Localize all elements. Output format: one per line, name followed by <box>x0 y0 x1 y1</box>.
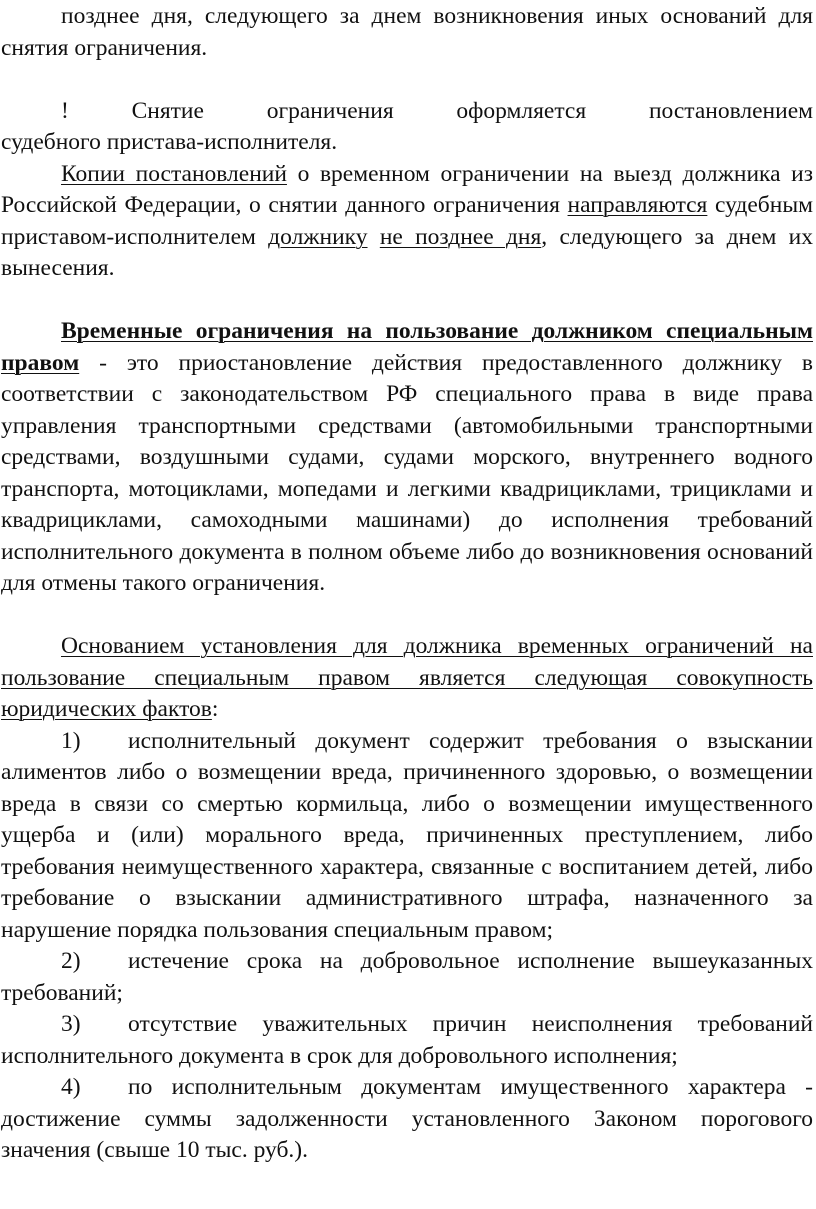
word-1: Снятие <box>131 97 204 124</box>
list-item <box>1 946 813 1009</box>
list-item <box>1 1072 813 1167</box>
paragraph-copies <box>1 159 813 285</box>
paragraph-lifting-restriction <box>1 96 813 159</box>
copies-text-2: судебным приставом-исполнителем <box>1 192 813 250</box>
exclamation-mark: ! <box>61 97 69 124</box>
word-4: постановлением <box>648 97 813 124</box>
word-3: оформляется <box>456 97 587 124</box>
document-page <box>0 1 816 1209</box>
copies-text-4: , следующего за днем их вынесения. <box>1 223 814 281</box>
list-item-number: 3) <box>61 1011 81 1037</box>
definition-term: Временные ограничения на пользование должником специальным правом <box>1 318 813 376</box>
paragraph-grounds <box>1 631 813 726</box>
debtor-underlined: должнику <box>268 223 368 250</box>
lifting-restriction-rest: судебного пристава-исполнителя. <box>1 129 338 155</box>
list-item <box>1 1009 813 1072</box>
copies-text-3 <box>368 224 380 250</box>
list-item-text: исполнительный документ содержит требования о взыскании алиментов либо о возмещении вреда, причиненного здоровью, о возмещении вреда в связи со смертью кормильца, либо о возмещении имущественного ущерба и (или) морального вреда, причиненных преступлением, либо требования неимущественного характера, связанные с воспитанием детей, либо требование о взыскании административного штрафа, назначенного за нарушение порядка пользования специальным правом; <box>1 727 813 943</box>
lifting-restriction-first-line <box>1 96 813 128</box>
sent-underlined: направляются <box>567 192 708 218</box>
paragraph-definition <box>1 316 813 600</box>
grounds-underlined: Основанием установления для должника временных ограничений на пользование специальным правом является следующая совокупность юридических фактов <box>1 633 813 722</box>
blank-line <box>1 600 813 632</box>
list-item-number: 2) <box>61 948 81 974</box>
list-item-text: истечение срока на добровольное исполнение вышеуказанных требований; <box>1 948 813 1006</box>
word-2: ограничения <box>266 97 394 124</box>
list-item-text: отсутствие уважительных причин неисполнения требований исполнительного документа в срок для добровольного исполнения; <box>1 1011 813 1069</box>
list-item-number: 4) <box>61 1074 81 1100</box>
list-item <box>1 726 813 947</box>
list-item-number: 1) <box>61 727 81 754</box>
blank-line <box>1 64 813 96</box>
copies-underlined: Копии постановлений <box>61 160 287 187</box>
list-item-text: по исполнительным документам имущественного характера - достижение суммы задолженности установленного Законом порогового значения (свыше 10 тыс. руб.). <box>1 1074 813 1163</box>
paragraph-continuation: позднее дня, следующего за днем возникновения иных оснований для снятия ограничения. <box>1 3 813 61</box>
copies-text-1: о временном ограничении на выезд должника из Российской Федерации, о снятии данного ограничения <box>1 160 814 218</box>
definition-text: - это приостановление действия предоставленного должнику в соответствии с законодательством РФ специального права в виде права управления транспортными средствами (автомобильными транспортными средствами, воздушными судами, судами морского, внутреннего водного транспорта, мотоциклами, мопедами и легкими квадрициклами, трициклами и квадрициклами, самоходными машинами) до исполнения требований исполнительного документа в полном объеме либо до возникновения оснований для отмены такого ограничения. <box>1 349 813 596</box>
grounds-colon: : <box>211 696 219 722</box>
blank-line <box>1 285 813 317</box>
deadline-underlined: не позднее дня <box>379 223 542 250</box>
